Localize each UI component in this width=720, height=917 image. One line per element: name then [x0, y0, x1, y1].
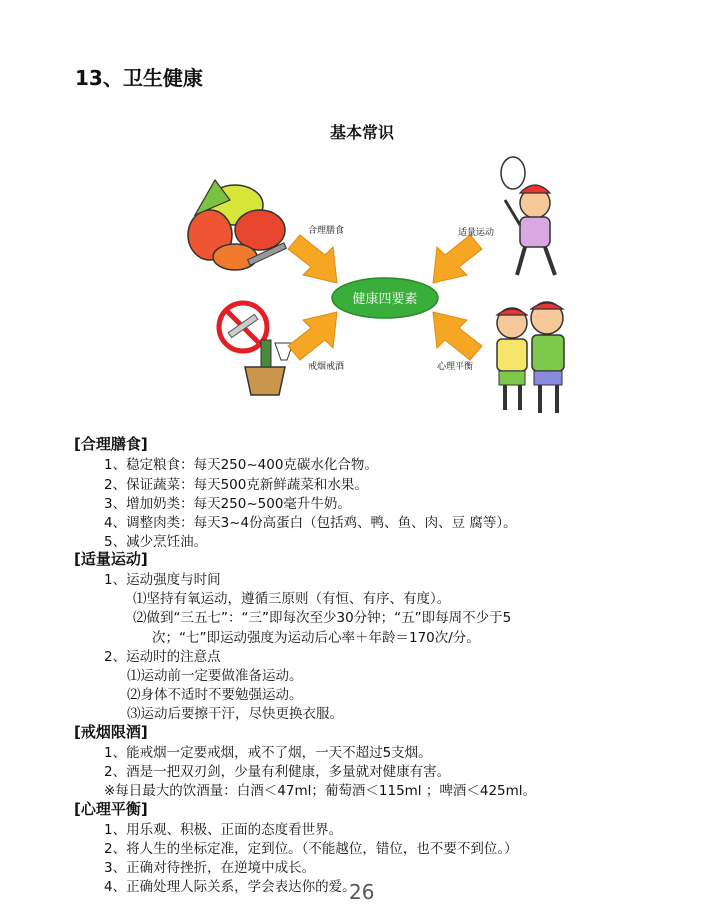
- list-item: 5、减少烹饪油。: [104, 534, 208, 550]
- section-heading: [戒烟限酒]: [74, 723, 148, 741]
- list-item: 1、稳定粮食：每天250~400克碳水化合物。: [104, 457, 378, 473]
- list-item: 2、酒是一把双刃剑，少量有利健康，多量就对健康有害。: [104, 764, 451, 780]
- section-heading: [适量运动]: [74, 550, 148, 568]
- list-item: 2、将人生的坐标定准，定到位。（不能越位，错位，也不要不到位。）: [104, 841, 518, 857]
- list-item: ⑴运动前一定要做准备运动。: [127, 668, 303, 684]
- list-item: ⑵做到“三五七”：“三”即每次至少30分钟；“五”即每周不少于5: [133, 610, 512, 626]
- list-item: 3、正确对待挫折，在逆境中成长。: [104, 860, 316, 876]
- section-subtitle: 基本常识: [330, 123, 395, 142]
- label-diet: 合理膳食: [308, 226, 345, 236]
- label-exercise: 适量运动: [458, 228, 495, 238]
- list-item: ⑶运动后要擦干汗，尽快更换衣服。: [127, 706, 343, 722]
- food-illustration: [188, 180, 286, 270]
- center-label: 健康四要素: [352, 292, 418, 307]
- list-item: 1、能戒烟一定要戒烟，戒不了烟，一天不超过5支烟。: [104, 745, 432, 761]
- label-no-smoking: 戒烟戒酒: [308, 362, 345, 372]
- health-four-elements-diagram: [175, 155, 575, 430]
- section-heading: [心理平衡]: [74, 800, 148, 818]
- list-item: ⑴坚持有氧运动，遵循三原则（有恒、有序、有度）。: [133, 591, 451, 607]
- list-item: 次；“七”即运动强度为运动后心率＋年龄＝170次/分。: [152, 630, 480, 646]
- label-mental: 心理平衡: [437, 362, 474, 372]
- list-item: 4、正确处理人际关系，学会表达你的爱。: [104, 879, 356, 895]
- page-number: 26: [349, 880, 375, 904]
- page-title: 13、卫生健康: [75, 66, 203, 90]
- list-item: 1、用乐观、积极、正面的态度看世界。: [104, 822, 343, 838]
- friends-illustration: [497, 302, 564, 413]
- list-item: ※每日最大的饮酒量：白酒＜47ml；葡萄酒＜115ml ；啤酒＜425ml。: [104, 783, 537, 799]
- arrow-icon: [288, 312, 337, 360]
- list-item: 1、运动强度与时间: [104, 572, 221, 588]
- list-item: 2、保证蔬菜：每天500克新鲜蔬菜和水果。: [104, 477, 368, 493]
- list-item: 3、增加奶类：每天250~500毫升牛奶。: [104, 496, 351, 512]
- no-smoking-illustration: [219, 303, 293, 395]
- tennis-player-illustration: [501, 157, 555, 275]
- arrow-icon: [288, 235, 337, 283]
- arrow-icon: [433, 235, 482, 283]
- list-item: 4、调整肉类：每天3~4份高蛋白（包括鸡、鸭、鱼、肉、豆 腐等）。: [104, 515, 517, 531]
- arrow-icon: [433, 312, 482, 360]
- section-heading: [合理膳食]: [74, 435, 148, 453]
- list-item: ⑵身体不适时不要勉强运动。: [127, 687, 303, 703]
- list-item: 2、运动时的注意点: [104, 649, 221, 665]
